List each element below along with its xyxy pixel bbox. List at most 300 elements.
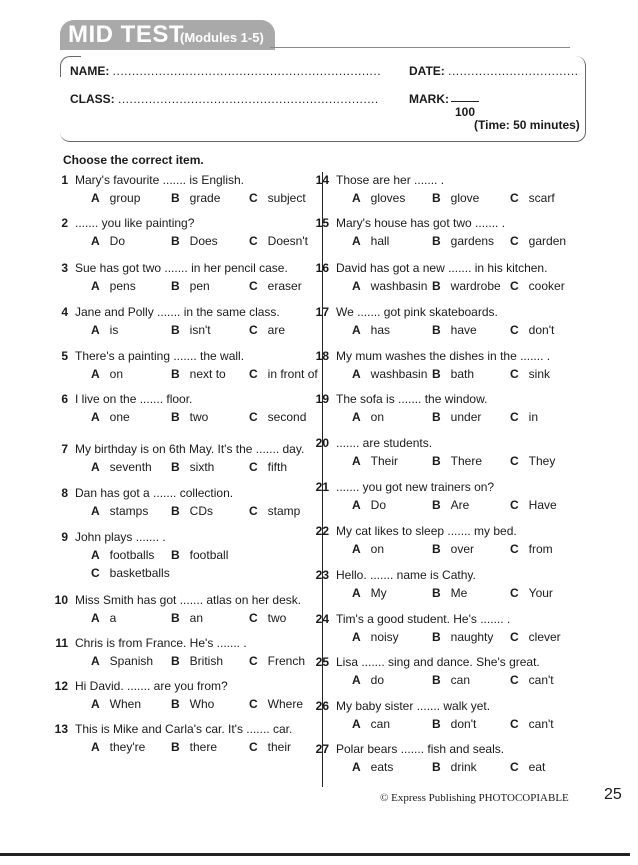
option-letter: A [91, 654, 100, 668]
answer-option-c[interactable] [249, 697, 303, 711]
answer-option-a[interactable] [91, 697, 141, 711]
answer-option-b[interactable] [171, 323, 211, 337]
option-letter: C [510, 323, 519, 337]
answer-option-a[interactable] [352, 498, 386, 512]
option-text: My [370, 586, 387, 600]
option-text: seventh [109, 460, 152, 474]
question-text: Dan has got a ....... collection. [75, 486, 234, 500]
instruction: Choose the correct item. [63, 153, 204, 167]
answer-option-c[interactable] [510, 323, 554, 337]
option-text: can [450, 673, 471, 687]
option-text: don't [528, 323, 555, 337]
answer-option-a[interactable] [91, 367, 123, 381]
question-text: Mary's house has got two ....... . [336, 216, 506, 230]
option-text: Your [528, 586, 553, 600]
option-text: washbasin [370, 279, 428, 293]
option-text: Who [189, 697, 215, 711]
option-letter: B [432, 586, 441, 600]
option-text: there [189, 740, 218, 754]
option-letter: A [352, 630, 361, 644]
option-text: two [267, 611, 287, 625]
question-number: 15 [315, 216, 329, 230]
option-text: under [450, 410, 482, 424]
answer-option-a[interactable] [91, 410, 130, 424]
answer-option-a[interactable] [352, 367, 427, 381]
option-text: is [109, 323, 119, 337]
answer-option-a[interactable] [91, 234, 125, 248]
question-number: 14 [315, 173, 329, 187]
option-text: Have [528, 498, 557, 512]
answer-option-b[interactable] [432, 717, 476, 731]
mark-total: 100 [455, 105, 476, 119]
option-letter: A [352, 717, 361, 731]
question-text: Hello. ....... name is Cathy. [336, 568, 476, 582]
answer-option-b[interactable] [432, 410, 481, 424]
option-text: basketballs [109, 566, 170, 580]
copyright-notice: © Express Publishing PHOTOCOPIABLE [380, 792, 569, 804]
option-letter: C [249, 504, 258, 518]
option-text: naughty [450, 630, 494, 644]
page-title: MID TEST [68, 21, 184, 48]
mark-fraction-line [451, 101, 479, 102]
answer-option-a[interactable] [352, 717, 390, 731]
option-letter: B [171, 367, 180, 381]
option-letter: B [432, 454, 441, 468]
option-letter: A [352, 542, 361, 556]
option-letter: B [171, 654, 180, 668]
option-letter: C [249, 323, 258, 337]
question-text: The sofa is ....... the window. [336, 392, 488, 406]
header-rule [270, 47, 570, 48]
option-letter: C [510, 191, 519, 205]
question-number: 11 [55, 636, 68, 650]
answer-option-c[interactable] [249, 234, 308, 248]
option-letter: B [432, 630, 441, 644]
answer-option-a[interactable] [352, 410, 384, 424]
answer-option-a[interactable] [91, 504, 148, 518]
question-number: 22 [315, 524, 329, 538]
option-text: from [528, 542, 553, 556]
answer-option-c[interactable] [510, 498, 557, 512]
question-number: 16 [315, 261, 329, 275]
answer-option-b[interactable] [171, 279, 210, 293]
question-text: ....... you got new trainers on? [336, 480, 495, 494]
answer-option-c[interactable] [249, 191, 306, 205]
answer-option-a[interactable] [352, 630, 399, 644]
option-letter: C [249, 697, 258, 711]
option-text: on [370, 542, 385, 556]
answer-option-a[interactable] [91, 740, 145, 754]
option-letter: B [171, 460, 180, 474]
option-letter: C [510, 542, 519, 556]
option-text: two [189, 410, 209, 424]
answer-option-b[interactable] [171, 740, 217, 754]
option-text: in front of [267, 367, 318, 381]
question-text: There's a painting ....... the wall. [75, 349, 245, 363]
answer-option-c[interactable] [249, 654, 305, 668]
question-number: 5 [61, 349, 68, 363]
option-letter: C [510, 410, 519, 424]
name-field[interactable] [70, 64, 381, 78]
option-text: isn't [189, 323, 211, 337]
question-number: 1 [61, 173, 68, 187]
answer-option-b[interactable] [171, 234, 218, 248]
option-letter: C [249, 410, 258, 424]
option-text: second [267, 410, 307, 424]
question-number: 21 [315, 480, 329, 494]
option-text: subject [267, 191, 306, 205]
answer-option-c[interactable] [249, 611, 286, 625]
question-text: ....... you like painting? [75, 216, 195, 230]
option-text: eats [370, 760, 394, 774]
answer-option-c[interactable] [510, 410, 538, 424]
option-letter: A [352, 234, 361, 248]
option-letter: B [432, 542, 441, 556]
option-text: glove [450, 191, 480, 205]
option-letter: B [432, 279, 441, 293]
option-letter: B [432, 191, 441, 205]
option-letter: B [432, 323, 441, 337]
question-text: Miss Smith has got ....... atlas on her desk. [75, 593, 302, 607]
page-subtitle: (Modules 1-5) [180, 30, 264, 45]
answer-option-c[interactable] [510, 586, 553, 600]
question-number: 10 [54, 593, 68, 607]
option-text: noisy [370, 630, 399, 644]
answer-option-c[interactable] [510, 234, 566, 248]
answer-option-a[interactable] [352, 234, 389, 248]
option-text: gloves [370, 191, 406, 205]
option-text: an [189, 611, 204, 625]
option-letter: C [510, 760, 519, 774]
option-text: they're [109, 740, 146, 754]
option-text: sink [528, 367, 551, 381]
option-text: scarf [528, 191, 555, 205]
option-text: can [370, 717, 391, 731]
option-letter: B [432, 673, 441, 687]
question-text: Mary's favourite ....... is English. [75, 173, 245, 187]
date-field[interactable] [409, 64, 578, 78]
option-letter: A [91, 279, 100, 293]
option-letter: B [432, 498, 441, 512]
question-text: This is Mike and Carla's car. It's ....... car. [75, 722, 293, 736]
answer-option-b[interactable] [171, 611, 203, 625]
option-text: bath [450, 367, 475, 381]
question-text: Those are her ....... . [336, 173, 445, 187]
option-text: Are [450, 498, 470, 512]
question-number: 13 [54, 722, 68, 736]
option-letter: A [91, 410, 100, 424]
page-number: 25 [604, 786, 622, 803]
answer-option-b[interactable] [171, 654, 223, 668]
question-text: Tim's a good student. He's ....... . [336, 612, 511, 626]
question-text: Sue has got two ....... in her pencil case. [75, 261, 288, 275]
option-letter: C [510, 498, 519, 512]
answer-option-c[interactable] [510, 673, 554, 687]
option-letter: C [510, 673, 519, 687]
answer-option-c[interactable] [510, 717, 554, 731]
answer-option-c[interactable] [510, 367, 550, 381]
option-text: pens [109, 279, 136, 293]
answer-option-c[interactable] [510, 279, 565, 293]
option-letter: C [249, 234, 258, 248]
answer-option-b[interactable] [171, 460, 214, 474]
answer-option-c[interactable] [249, 410, 306, 424]
option-letter: A [91, 460, 100, 474]
question-number: 6 [61, 392, 68, 406]
option-text: Doesn't [267, 234, 308, 248]
option-letter: A [91, 548, 100, 562]
answer-option-b[interactable] [432, 586, 467, 600]
option-letter: C [510, 630, 519, 644]
option-letter: C [510, 454, 519, 468]
option-letter: C [249, 611, 258, 625]
option-text: over [450, 542, 475, 556]
option-text: are [267, 323, 286, 337]
answer-option-b[interactable] [432, 279, 501, 293]
option-text: grade [189, 191, 221, 205]
question-number: 9 [61, 530, 68, 544]
answer-option-b[interactable] [171, 504, 213, 518]
option-letter: A [352, 191, 361, 205]
answer-option-b[interactable] [171, 191, 220, 205]
answer-option-c[interactable] [249, 504, 300, 518]
option-letter: B [432, 367, 441, 381]
answer-option-b[interactable] [171, 410, 208, 424]
question-number: 8 [61, 486, 68, 500]
answer-option-c[interactable] [510, 630, 561, 644]
answer-option-a[interactable] [352, 673, 384, 687]
option-text: do [370, 673, 385, 687]
answer-option-c[interactable] [510, 454, 555, 468]
option-text: can't [528, 717, 554, 731]
question-text: My baby sister ....... walk yet. [336, 699, 491, 713]
option-letter: B [432, 760, 441, 774]
answer-option-a[interactable] [352, 542, 384, 556]
question-number: 27 [315, 742, 329, 756]
question-number: 12 [54, 679, 68, 693]
option-letter: A [352, 586, 361, 600]
question-text: We ....... got pink skateboards. [336, 305, 498, 319]
option-text: hall [370, 234, 390, 248]
answer-option-b[interactable] [432, 630, 493, 644]
question-text: My birthday is on 6th May. It's the ....... day. [75, 442, 305, 456]
option-text: Does [189, 234, 218, 248]
option-text: cooker [528, 279, 565, 293]
question-text: Hi David. ....... are you from? [75, 679, 228, 693]
question-text: Polar bears ....... fish and seals. [336, 742, 505, 756]
answer-option-b[interactable] [171, 548, 228, 562]
option-letter: A [352, 323, 361, 337]
option-letter: A [91, 697, 100, 711]
answer-option-a[interactable] [91, 323, 118, 337]
answer-option-a[interactable] [91, 654, 153, 668]
question-number: 20 [315, 436, 329, 450]
option-text: Do [370, 498, 387, 512]
answer-option-b[interactable] [432, 673, 470, 687]
date-dots: .................................. [448, 64, 579, 78]
answer-option-a[interactable] [352, 279, 427, 293]
option-text: When [109, 697, 142, 711]
time-limit: (Time: 50 minutes) [474, 118, 580, 132]
option-letter: B [432, 234, 441, 248]
option-text: don't [450, 717, 477, 731]
option-text: CDs [189, 504, 214, 518]
option-text: football [189, 548, 229, 562]
option-letter: A [352, 760, 361, 774]
option-letter: A [352, 367, 361, 381]
option-letter: B [171, 697, 180, 711]
name-label: NAME: [70, 64, 110, 78]
option-letter: C [249, 279, 258, 293]
option-text: a [109, 611, 117, 625]
question-number: 17 [315, 305, 329, 319]
option-text: Where [267, 697, 304, 711]
question-number: 2 [61, 216, 68, 230]
option-text: can't [528, 673, 554, 687]
option-text: wardrobe [450, 279, 501, 293]
answer-option-b[interactable] [432, 760, 477, 774]
option-letter: A [352, 454, 361, 468]
option-text: garden [528, 234, 567, 248]
option-text: Their [370, 454, 399, 468]
option-letter: B [171, 279, 180, 293]
option-text: eat [528, 760, 546, 774]
option-text: pen [189, 279, 210, 293]
option-text: British [189, 654, 224, 668]
question-number: 7 [61, 442, 68, 456]
option-letter: A [91, 367, 100, 381]
answer-option-c[interactable] [510, 760, 545, 774]
option-letter: A [91, 740, 100, 754]
option-letter: C [510, 367, 519, 381]
question-text: Lisa ....... sing and dance. She's great. [336, 655, 540, 669]
answer-option-c[interactable] [249, 740, 291, 754]
answer-option-a[interactable] [91, 548, 154, 562]
option-letter: C [249, 191, 258, 205]
option-text: one [109, 410, 130, 424]
question-number: 19 [315, 392, 329, 406]
answer-option-b[interactable] [432, 234, 494, 248]
answer-option-c[interactable] [249, 367, 318, 381]
option-letter: B [171, 234, 180, 248]
option-text: drink [450, 760, 477, 774]
question-number: 18 [315, 349, 329, 363]
option-text: There [450, 454, 483, 468]
option-text: in [528, 410, 539, 424]
option-letter: A [352, 410, 361, 424]
option-text: clever [528, 630, 561, 644]
option-letter: C [510, 234, 519, 248]
answer-option-c[interactable] [510, 542, 553, 556]
option-text: on [109, 367, 124, 381]
answer-option-c[interactable] [249, 460, 287, 474]
class-label: CLASS: [70, 92, 115, 106]
option-letter: B [171, 410, 180, 424]
question-number: 24 [315, 612, 329, 626]
answer-option-b[interactable] [432, 323, 477, 337]
option-text: on [370, 410, 385, 424]
title-tab [60, 20, 275, 50]
question-number: 25 [315, 655, 329, 669]
question-text: John plays ....... . [75, 530, 166, 544]
option-text: sixth [189, 460, 215, 474]
option-letter: A [352, 279, 361, 293]
question-text: I live on the ....... floor. [75, 392, 193, 406]
option-letter: C [91, 566, 100, 580]
question-text: Chris is from France. He's ....... . [75, 636, 247, 650]
question-number: 3 [61, 261, 68, 275]
option-text: stamp [267, 504, 301, 518]
option-text: their [267, 740, 292, 754]
answer-option-b[interactable] [432, 542, 474, 556]
option-letter: B [171, 191, 180, 205]
answer-option-c[interactable] [510, 191, 555, 205]
option-letter: A [91, 504, 100, 518]
answer-option-a[interactable] [91, 611, 116, 625]
answer-option-a[interactable] [352, 454, 398, 468]
option-letter: A [91, 323, 100, 337]
answer-option-b[interactable] [171, 367, 226, 381]
option-text: fifth [267, 460, 288, 474]
option-text: French [267, 654, 306, 668]
option-letter: C [249, 367, 258, 381]
option-letter: C [249, 460, 258, 474]
answer-option-c[interactable] [249, 323, 285, 337]
question-text: Jane and Polly ....... in the same class. [75, 305, 280, 319]
answer-option-b[interactable] [432, 367, 474, 381]
answer-option-a[interactable] [91, 279, 136, 293]
option-text: has [370, 323, 391, 337]
option-text: Me [450, 586, 468, 600]
class-dots: .................................................................... [118, 92, 379, 106]
answer-option-c[interactable] [91, 566, 170, 580]
class-field[interactable] [70, 92, 379, 106]
option-letter: B [171, 548, 180, 562]
answer-option-a[interactable] [352, 586, 387, 600]
answer-option-c[interactable] [249, 279, 302, 293]
bottom-rule [0, 853, 630, 856]
option-text: footballs [109, 548, 155, 562]
option-text: Do [109, 234, 126, 248]
answer-option-a[interactable] [352, 191, 405, 205]
answer-option-a[interactable] [352, 323, 390, 337]
answer-option-a[interactable] [352, 760, 393, 774]
option-letter: A [91, 234, 100, 248]
option-text: They [528, 454, 556, 468]
question-text: My mum washes the dishes in the ....... . [336, 349, 551, 363]
option-text: stamps [109, 504, 149, 518]
option-letter: B [171, 323, 180, 337]
option-letter: A [352, 673, 361, 687]
mark-label: MARK: [409, 92, 449, 106]
answer-option-b[interactable] [171, 697, 214, 711]
answer-option-a[interactable] [91, 191, 140, 205]
answer-option-b[interactable] [432, 454, 482, 468]
answer-option-b[interactable] [432, 191, 479, 205]
question-text: David has got a new ....... in his kitchen. [336, 261, 548, 275]
answer-option-b[interactable] [432, 498, 469, 512]
question-number: 26 [315, 699, 329, 713]
option-text: washbasin [370, 367, 428, 381]
option-letter: C [510, 279, 519, 293]
option-text: group [109, 191, 141, 205]
option-letter: C [510, 586, 519, 600]
answer-option-a[interactable] [91, 460, 152, 474]
option-text: have [450, 323, 477, 337]
question-text: My cat likes to sleep ....... my bed. [336, 524, 517, 538]
option-letter: A [91, 191, 100, 205]
question-number: 23 [315, 568, 329, 582]
